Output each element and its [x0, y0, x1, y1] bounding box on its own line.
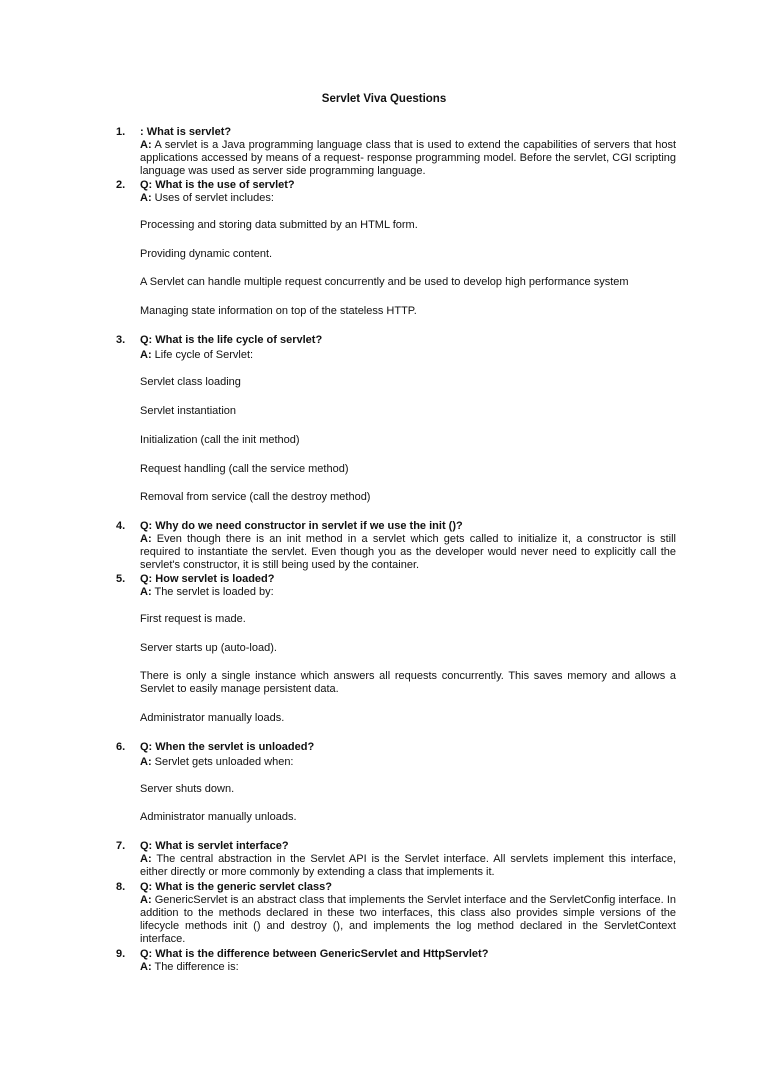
- answer: [140, 349, 676, 362]
- answer-text: Life cycle of Servlet:: [154, 349, 254, 361]
- list-item: Providing dynamic content.: [140, 248, 273, 260]
- question-text: Q: What is the generic servlet class?: [140, 881, 332, 893]
- answer-text: A servlet is a Java programming language class that is used to extend the capabilities of servers that host applications accessed by means of a request- response programming model. Before the servlet, CGI scripting language was used as server side programming language.: [140, 139, 676, 177]
- answer-prefix: A:: [140, 192, 152, 204]
- list-item: Server shuts down.: [140, 783, 235, 795]
- question-text: Q: How servlet is loaded?: [140, 573, 275, 585]
- answer-prefix: A:: [140, 533, 152, 545]
- answer: [140, 853, 676, 879]
- answer-prefix: A:: [140, 894, 152, 906]
- question-text: Q: What is servlet interface?: [140, 840, 289, 852]
- question-number: 5.: [116, 573, 126, 585]
- question-text: Q: When the servlet is unloaded?: [140, 741, 315, 753]
- question-number: 7.: [116, 840, 126, 852]
- list-item: Administrator manually unloads.: [140, 811, 297, 823]
- question-number: 1.: [116, 126, 126, 138]
- question-text: : What is servlet?: [140, 126, 232, 138]
- answer: [140, 533, 676, 572]
- list-item: Server starts up (auto-load).: [140, 642, 277, 654]
- list-item: Removal from service (call the destroy method): [140, 491, 371, 503]
- answer-prefix: A:: [140, 961, 152, 973]
- question-text: Q: What is the use of servlet?: [140, 179, 295, 191]
- answer-prefix: A:: [140, 853, 152, 865]
- answer-prefix: A:: [140, 139, 152, 151]
- answer-text: The difference is:: [154, 961, 239, 973]
- answer-text: Even though there is an init method in a servlet which gets called to initialize it, a constructor is still required to instantiate the servlet. Even though you as the developer would never need to explicitly call the servlet's constructor, it is still being used by the container.: [140, 533, 676, 571]
- answer: [140, 192, 676, 205]
- list-item: Managing state information on top of the stateless HTTP.: [140, 305, 417, 317]
- answer-text: Uses of servlet includes:: [154, 192, 274, 204]
- question-number: 4.: [116, 520, 126, 532]
- question-number: 3.: [116, 334, 126, 346]
- list-item: Administrator manually loads.: [140, 712, 285, 724]
- answer-prefix: A:: [140, 756, 152, 768]
- answer-prefix: A:: [140, 586, 152, 598]
- answer: [140, 961, 676, 974]
- list-item: Initialization (call the init method): [140, 434, 300, 446]
- answer: [140, 139, 676, 178]
- answer-text: GenericServlet is an abstract class that implements the Servlet interface and the ServletConfig interface. In addition to the methods declared in these two interfaces, this class also provides simple versions of the lifecycle methods init () and destroy (), and implements the log method declared in the ServletContext interface.: [140, 894, 676, 945]
- answer-text: Servlet gets unloaded when:: [154, 756, 294, 768]
- question-number: 2.: [116, 179, 126, 191]
- answer: [140, 756, 676, 769]
- question-number: 8.: [116, 881, 126, 893]
- answer: [140, 586, 676, 599]
- list-item: Processing and storing data submitted by an HTML form.: [140, 219, 418, 231]
- answer-text: The central abstraction in the Servlet API is the Servlet interface. All servlets implement this interface, either directly or more commonly by extending a class that implements it.: [140, 853, 677, 878]
- answer-text: The servlet is loaded by:: [154, 586, 274, 598]
- list-item: A Servlet can handle multiple request concurrently and be used to develop high performance system: [140, 276, 629, 288]
- question-text: Q: Why do we need constructor in servlet if we use the init ()?: [140, 520, 463, 532]
- question-text: Q: What is the life cycle of servlet?: [140, 334, 323, 346]
- question-text: Q: What is the difference between GenericServlet and HttpServlet?: [140, 948, 489, 960]
- list-item: Servlet instantiation: [140, 405, 236, 417]
- question-number: 9.: [116, 948, 126, 960]
- list-item: First request is made.: [140, 613, 246, 625]
- list-item: Request handling (call the service method): [140, 463, 349, 475]
- answer-prefix: A:: [140, 349, 152, 361]
- page-title: Servlet Viva Questions: [321, 93, 447, 105]
- list-item: Servlet class loading: [140, 376, 241, 388]
- list-item: There is only a single instance which answers all requests concurrently. This saves memory and allows a Servlet to easily manage persistent data.: [140, 670, 676, 695]
- answer: [140, 894, 676, 946]
- question-number: 6.: [116, 741, 126, 753]
